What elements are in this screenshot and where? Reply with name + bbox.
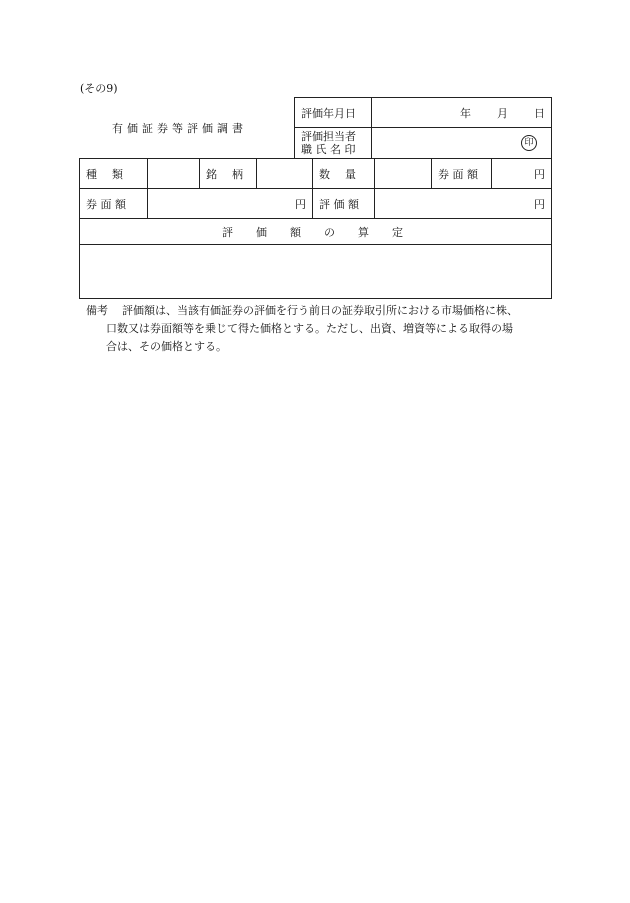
staff-label-line2: 職 氏 名 印 [301, 143, 356, 156]
face-value-yen: 円 [534, 167, 545, 181]
seal-icon: 印 [521, 135, 537, 151]
eval-date-month: 月 [497, 106, 508, 120]
type-field[interactable] [148, 159, 200, 189]
notes-head: 備考 [86, 304, 108, 317]
notes-line2: 口数又は券面額等を乗じて得た価格とする。ただし、出資、増資等による取得の場 [106, 322, 513, 335]
header-box [294, 97, 552, 159]
eval-date-label: 評価年月日 [295, 98, 372, 128]
form-title: 有価証券等評価調書 [112, 122, 247, 135]
face-amount-field[interactable] [148, 189, 313, 219]
quantity-field[interactable] [375, 159, 432, 189]
brand-label: 銘 柄 [200, 159, 257, 189]
eval-date-year: 年 [460, 106, 471, 120]
type-label: 種 類 [80, 159, 148, 189]
quantity-label: 数 量 [313, 159, 375, 189]
eval-amount-label: 評 価 額 [313, 189, 375, 219]
notes-line1: 評価額は、当該有価証券の評価を行う前日の証券取引所における市場価格に株、 [122, 304, 518, 317]
securities-table [79, 158, 552, 299]
staff-label [295, 128, 372, 159]
staff-field[interactable] [372, 128, 552, 159]
eval-date-day: 日 [534, 106, 545, 120]
eval-amount-field[interactable] [375, 189, 552, 219]
brand-field[interactable] [257, 159, 313, 189]
face-value-label: 券 面 額 [432, 159, 492, 189]
face-value-field[interactable] [492, 159, 552, 189]
notes-line3: 合は、その価格とする。 [106, 340, 227, 353]
staff-label-line1: 評価担当者 [301, 130, 356, 143]
notes [86, 302, 552, 356]
face-amount-label: 券 面 額 [80, 189, 148, 219]
eval-date-field[interactable] [372, 98, 552, 128]
face-amount-yen: 円 [295, 197, 306, 211]
eval-amount-yen: 円 [534, 197, 545, 211]
form-number: (その9) [80, 82, 118, 95]
calc-body[interactable] [80, 245, 552, 299]
calc-header: 評 価 額 の 算 定 [80, 219, 552, 245]
